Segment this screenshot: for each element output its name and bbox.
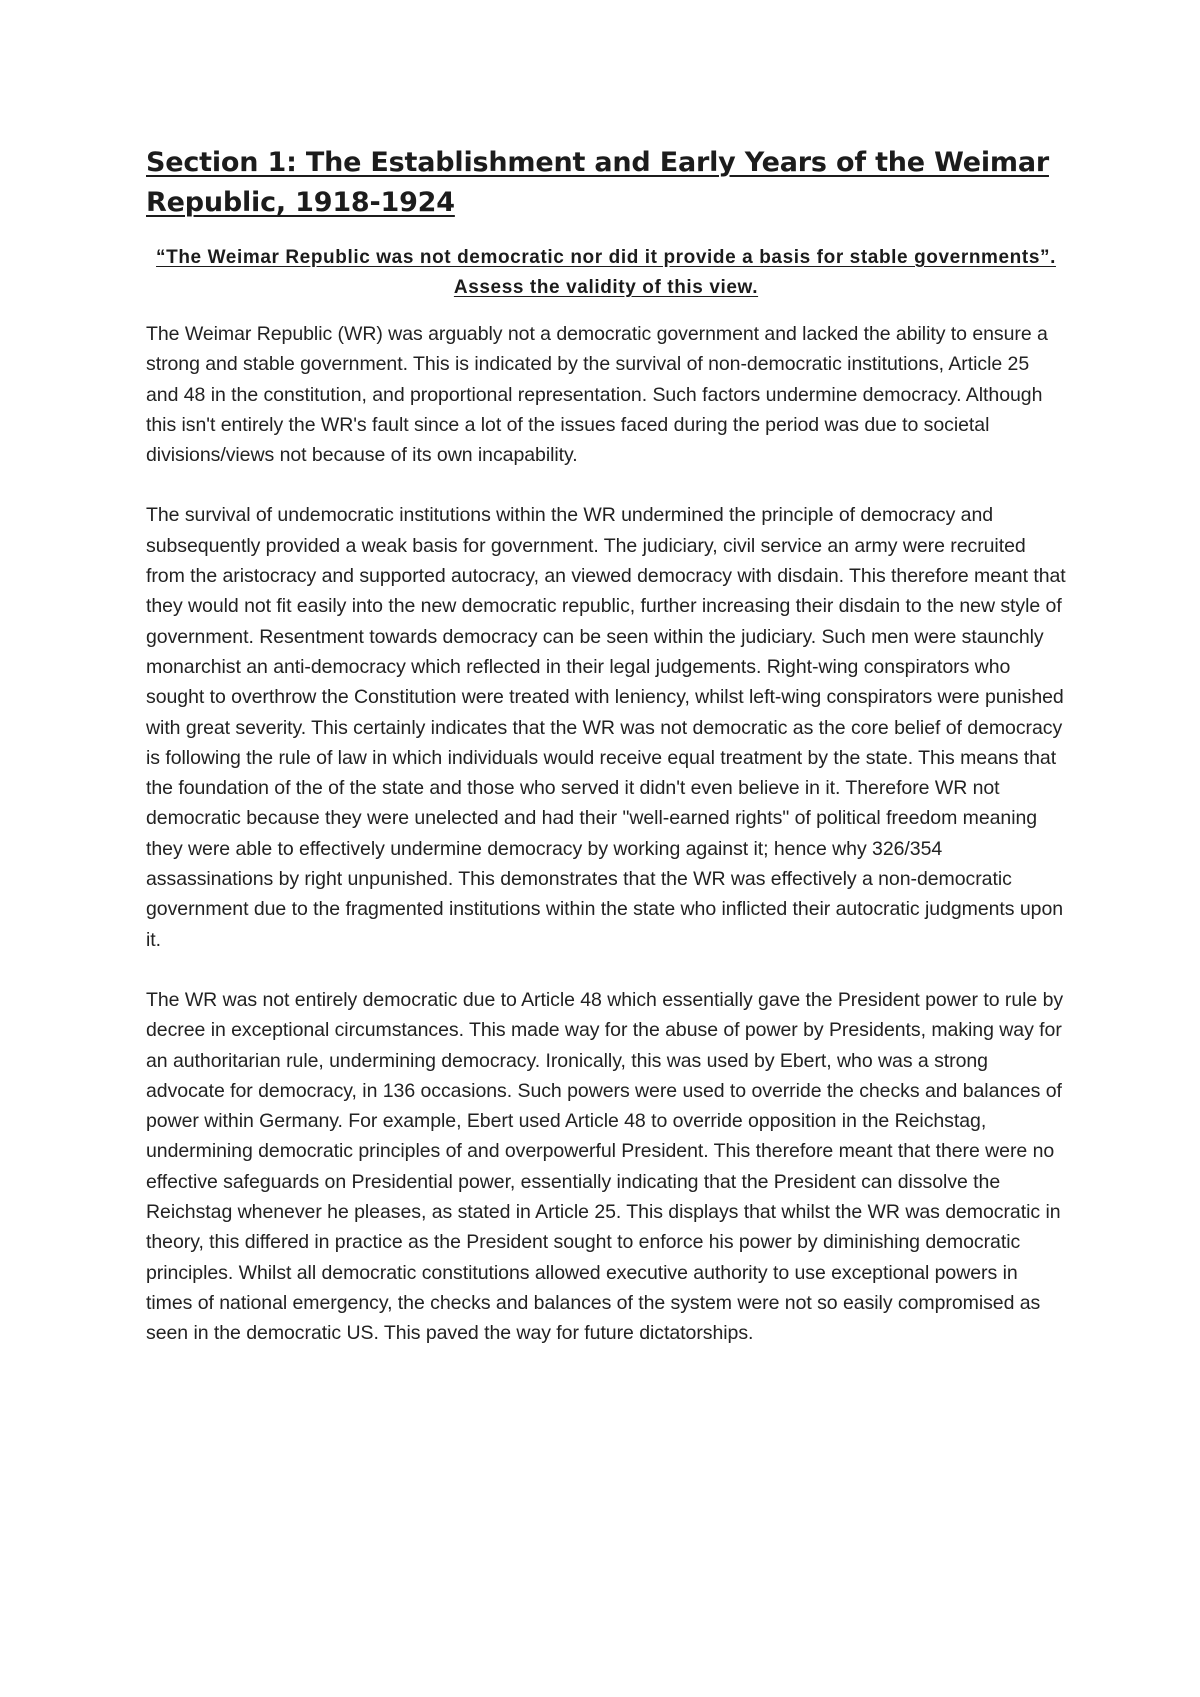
- essay-question: “The Weimar Republic was not democratic nor did it provide a basis for stable governments”. Assess the validity of this view.: [156, 247, 1056, 298]
- section-title: Section 1: The Establishment and Early Years of the Weimar Republic, 1918-1924: [146, 147, 1049, 218]
- paragraph-article-48: The WR was not entirely democratic due to Article 48 which essentially gave the President power to rule by decree in exceptional circumstances. This made way for the abuse of power by Presidents, making way for an authoritarian rule, undermining democracy. Ironically, this was used by Ebert, who was a strong advocate for democracy, in 136 occasions. Such powers were used to override the checks and balances of power within Germany. For example, Ebert used Article 48 to override opposition in the Reichstag, undermining democratic principles of and overpowerful President. This therefore meant that there were no effective safeguards on Presidential power, essentially indicating that the President can dissolve the Reichstag whenever he pleases, as stated in Article 25. This displays that whilst the WR was democratic in theory, this differed in practice as the President sought to enforce his power by diminishing democratic principles. Whilst all democratic constitutions allowed executive authority to use exceptional powers in times of national emergency, the checks and balances of the system were not so easily compromised as seen in the democratic US. This paved the way for future dictatorships.: [146, 988, 1064, 1345]
- paragraph-intro: The Weimar Republic (WR) was arguably not a democratic government and lacked the ability to ensure a strong and stable government. This is indicated by the survival of non-democratic institutions, Article 25 and 48 in the constitution, and proportional representation. Such factors undermine democracy. Although this isn't entirely the WR's fault since a lot of the issues faced during the period was due to societal divisions/views not because of its own incapability.: [146, 323, 1048, 467]
- document-page: [146, 143, 1066, 1379]
- paragraph-institutions: The survival of undemocratic institutions within the WR undermined the principle of democracy and subsequently provided a weak basis for government. The judiciary, civil service an army were recruited from the aristocracy and supported autocracy, an viewed democracy with disdain. This therefore meant that they would not fit easily into the new democratic republic, further increasing their disdain to the new style of government. Resentment towards democracy can be seen within the judiciary. Such men were staunchly monarchist an anti-democracy which reflected in their legal judgements. Right-wing conspirators who sought to overthrow the Constitution were treated with leniency, whilst left-wing conspirators were punished with great severity. This certainly indicates that the WR was not democratic as the core belief of democracy is following the rule of law in which individuals would receive equal treatment by the state. This means that the foundation of the of the state and those who served it didn't even believe in it. Therefore WR not democratic because they were unelected and had their "well-earned rights" of political freedom meaning they were able to effectively undermine democracy by working against it; hence why 326/354 assassinations by right unpunished. This demonstrates that the WR was effectively a non-democratic government due to the fragmented institutions within the state who inflicted their autocratic judgments upon it.: [146, 504, 1066, 951]
